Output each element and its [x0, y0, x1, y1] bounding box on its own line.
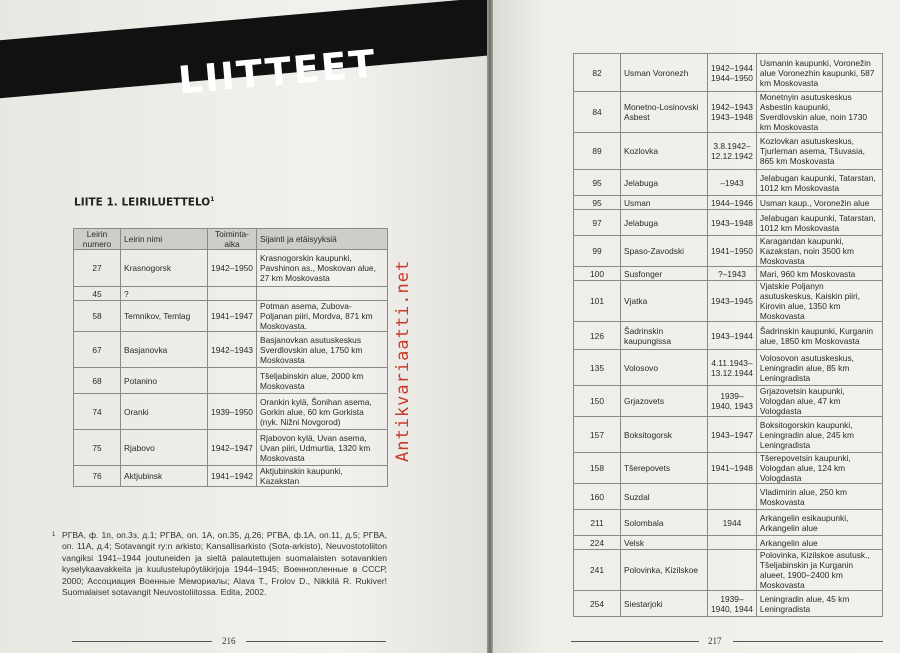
table-header-row — [74, 229, 388, 250]
table-row — [574, 322, 883, 350]
footer-rule-left — [72, 641, 212, 642]
camp-number: 84 — [574, 92, 621, 133]
camp-time: 1941–1948 — [708, 453, 757, 484]
footer-rule-right — [246, 641, 386, 642]
camp-name: Aktjubinsk — [121, 466, 208, 487]
camp-number: 58 — [74, 301, 121, 332]
table-row — [574, 386, 883, 417]
camp-name: Siestarjoki — [621, 591, 708, 617]
camp-number: 76 — [74, 466, 121, 487]
table-row — [74, 394, 388, 430]
camp-time: 1943–1945 — [708, 281, 757, 322]
camp-number: 160 — [574, 484, 621, 510]
camp-location: Krasnogorskin kaupunki, Pavshinon as., Moskovan alue, 27 km Moskovasta — [257, 250, 388, 287]
camp-time: 1941–1950 — [708, 236, 757, 267]
camp-name: Kozlovka — [621, 133, 708, 170]
table-row — [574, 196, 883, 210]
table-row — [74, 430, 388, 466]
camp-number: 89 — [574, 133, 621, 170]
camp-name: Jelabuga — [621, 210, 708, 236]
camp-time: 4.11.1943–13.12.1944 — [708, 350, 757, 386]
camp-location: Usmanin kaupunki, Voronežin alue Voronezhin kaupunki, 587 km Moskovasta — [756, 54, 882, 92]
footnote-mark: 1 — [52, 532, 56, 538]
camp-time: 1942–1944 1944–1950 — [708, 54, 757, 92]
watermark — [390, 232, 412, 462]
camp-time — [708, 536, 757, 550]
page-number-right: 217 — [708, 636, 722, 646]
table-row — [574, 92, 883, 133]
page-number-left: 216 — [222, 636, 236, 646]
camp-name: Potanino — [121, 368, 208, 394]
camp-name: Temnikov, Temlag — [121, 301, 208, 332]
camp-location: Arkangelin esikaupunki, Arkangelin alue — [756, 510, 882, 536]
camp-time: –1943 — [708, 170, 757, 196]
camp-name: Tšerepovets — [621, 453, 708, 484]
camp-location: Kozlovkan asutuskeskus, Tjurleman asema, Tšuvasia, 865 km Moskovasta — [756, 133, 882, 170]
table-row — [74, 287, 388, 301]
table-row — [574, 484, 883, 510]
camp-location: Basjanovkan asutuskeskus Sverdlovskin alue, 1750 km Moskovasta — [257, 332, 388, 368]
camp-table-left — [73, 228, 388, 487]
camp-location: Tšerepovetsin kaupunki, Vologdan alue, 124 km Vologdasta — [756, 453, 882, 484]
table-row — [574, 267, 883, 281]
camp-time — [208, 287, 257, 301]
header-operation-time: Toiminta-aika — [208, 229, 257, 250]
camp-location: Potman asema, Zubova-Poljanan piiri, Mordva, 871 km Moskovasta. — [257, 301, 388, 332]
camp-name: Suzdal — [621, 484, 708, 510]
camp-location: Arkangelin alue — [756, 536, 882, 550]
table-row — [574, 550, 883, 591]
camp-number: 157 — [574, 417, 621, 453]
camp-location: Aktjubinskin kaupunki, Kazakstan — [257, 466, 388, 487]
camp-time: 1943–1948 — [708, 210, 757, 236]
camp-number: 158 — [574, 453, 621, 484]
footer-rule-left — [571, 641, 699, 642]
camp-number: 241 — [574, 550, 621, 591]
camp-name: Volosovo — [621, 350, 708, 386]
camp-name: Grjazovets — [621, 386, 708, 417]
camp-name: Usman Voronezh — [621, 54, 708, 92]
camp-number: 135 — [574, 350, 621, 386]
table-row — [574, 417, 883, 453]
camp-name: Polovinka, Kizilskoe — [621, 550, 708, 591]
section-heading-footnote-mark: 1 — [210, 196, 215, 203]
footnote-text: РГВА, ф. 1п, оп.3з, д.1; РГВА, оп. 1А, оп.35, д.26; РГВА, ф.1А, оп.11, д.5; РГВА, оп. 11А, д.4; Sotavangit ry:n arkisto; Kansallisarkisto (Sota-arkisto), Neuvostotoliiton vangiksi 1941–1944 joutuneiden ja sieltä palautettujen suomalaisten sotavankien kyselykaavakkeita ja kuulustelupöytäkirjoja 1944–1945; Военнопленные в СССР, 2000; Ассоциация Военные Мемориалы; Alava T., Frolov D., Nikkilä R. Rukiver! Suomalaiset sotavangit Neuvostoliitossa. Edita, 2002. — [62, 530, 387, 598]
camp-location: Karagandan kaupunki, Kazakstan, noin 3500 km Moskovasta — [756, 236, 882, 267]
section-heading — [74, 196, 214, 209]
camp-number: 75 — [74, 430, 121, 466]
table-row — [574, 510, 883, 536]
header-camp-number: Leirin numero — [74, 229, 121, 250]
camp-location: Tšeljabinskin alue, 2000 km Moskovasta — [257, 368, 388, 394]
footnote — [52, 530, 387, 598]
camp-name: Solombala — [621, 510, 708, 536]
table-row — [574, 54, 883, 92]
camp-number: 67 — [74, 332, 121, 368]
camp-time: 1943–1947 — [708, 417, 757, 453]
camp-location — [257, 287, 388, 301]
camp-location: Leningradin alue, 45 km Leningradista — [756, 591, 882, 617]
table-row — [574, 170, 883, 196]
table-row — [574, 133, 883, 170]
camp-time: ?–1943 — [708, 267, 757, 281]
table-row — [74, 301, 388, 332]
camp-table-right — [573, 53, 883, 617]
table-row — [574, 350, 883, 386]
table-row — [574, 210, 883, 236]
camp-name: ? — [121, 287, 208, 301]
camp-number: 101 — [574, 281, 621, 322]
camp-location: Boksitogorskin kaupunki, Leningradin alue, 245 km Leningradista — [756, 417, 882, 453]
table-row — [574, 453, 883, 484]
header-camp-name: Leirin nimi — [121, 229, 208, 250]
camp-name: Usman — [621, 196, 708, 210]
camp-time: 1939–1950 — [208, 394, 257, 430]
camp-location: Vladimirin alue, 250 km Moskovasta — [756, 484, 882, 510]
camp-number: 224 — [574, 536, 621, 550]
camp-time — [708, 550, 757, 591]
camp-number: 150 — [574, 386, 621, 417]
camp-number: 27 — [74, 250, 121, 287]
camp-time: 1943–1944 — [708, 322, 757, 350]
table-row — [74, 466, 388, 487]
section-heading-text: LIITE 1. LEIRILUETTELO — [74, 196, 211, 209]
table-row — [74, 250, 388, 287]
header-location: Sijainti ja etäisyyksiä — [257, 229, 388, 250]
table-row — [574, 281, 883, 322]
camp-time: 1939–1940, 1944 — [708, 591, 757, 617]
camp-location: Orankin kylä, Šonihan asema, Gorkin alue, 60 km Gorkista (nyk. Nižni Novgorod) — [257, 394, 388, 430]
camp-number: 95 — [574, 196, 621, 210]
camp-location: Šadrinskin kaupunki, Kurganin alue, 1850 km Moskovasta — [756, 322, 882, 350]
camp-name: Spaso-Zavodski — [621, 236, 708, 267]
table-row — [574, 591, 883, 617]
camp-location: Vjatskie Poljanyn asutuskeskus, Kaiskin piiri, Kirovin alue, 1350 km Moskovasta — [756, 281, 882, 322]
table-row — [74, 368, 388, 394]
camp-number: 97 — [574, 210, 621, 236]
camp-number: 68 — [74, 368, 121, 394]
camp-time: 1944 — [708, 510, 757, 536]
camp-name: Oranki — [121, 394, 208, 430]
camp-location: Volosovon asutuskeskus, Leningradin alue, 85 km Leningradista — [756, 350, 882, 386]
camp-name: Jelabuga — [621, 170, 708, 196]
camp-location: Usman kaup., Voronežin alue — [756, 196, 882, 210]
camp-number: 211 — [574, 510, 621, 536]
camp-location: Rjabovon kylä, Uvan asema, Uvan piiri, Udmurtia, 1320 km Moskovasta — [257, 430, 388, 466]
camp-time: 1939–1940, 1943 — [708, 386, 757, 417]
camp-time: 1942–1950 — [208, 250, 257, 287]
camp-time — [708, 484, 757, 510]
camp-number: 45 — [74, 287, 121, 301]
camp-name: Krasnogorsk — [121, 250, 208, 287]
camp-location: Monetnyin asutuskeskus Asbestin kaupunki, Sverdlovskin alue, noin 1730 km Moskovasta — [756, 92, 882, 133]
camp-name: Basjanovka — [121, 332, 208, 368]
camp-time — [208, 368, 257, 394]
camp-location: Jelabugan kaupunki, Tatarstan, 1012 km Moskovasta — [756, 170, 882, 196]
camp-time: 3.8.1942–12.12.1942 — [708, 133, 757, 170]
camp-name: Susfonger — [621, 267, 708, 281]
camp-time: 1942–1943 — [208, 332, 257, 368]
table-row — [74, 332, 388, 368]
camp-number: 82 — [574, 54, 621, 92]
camp-name: Rjabovo — [121, 430, 208, 466]
chapter-title: LIITTEET — [176, 41, 379, 103]
camp-name: Monetno-Losinovski Asbest — [621, 92, 708, 133]
camp-name: Velsk — [621, 536, 708, 550]
camp-name: Vjatka — [621, 281, 708, 322]
table-row — [574, 236, 883, 267]
camp-number: 100 — [574, 267, 621, 281]
camp-time: 1942–1943 1943–1948 — [708, 92, 757, 133]
camp-number: 95 — [574, 170, 621, 196]
camp-location: Mari, 960 km Moskovasta — [756, 267, 882, 281]
table-row — [574, 536, 883, 550]
camp-location: Grjazovetsin kaupunki, Vologdan alue, 47 km Vologdasta — [756, 386, 882, 417]
camp-time: 1944–1946 — [708, 196, 757, 210]
camp-number: 99 — [574, 236, 621, 267]
camp-number: 126 — [574, 322, 621, 350]
watermark-text: Antikvariaatti.net — [393, 259, 413, 462]
camp-time: 1941–1947 — [208, 301, 257, 332]
camp-time: 1941–1942 — [208, 466, 257, 487]
camp-number: 74 — [74, 394, 121, 430]
camp-time: 1942–1947 — [208, 430, 257, 466]
camp-location: Polovinka, Kizilskoe asutusk., Tšeljabinskin ja Kurganin alueet, 1900–2400 km Moskovasta — [756, 550, 882, 591]
camp-number: 254 — [574, 591, 621, 617]
camp-name: Šadrinskin kaupungissa — [621, 322, 708, 350]
camp-name: Boksitogorsk — [621, 417, 708, 453]
camp-location: Jelabugan kaupunki, Tatarstan, 1012 km Moskovasta — [756, 210, 882, 236]
right-page — [493, 0, 900, 653]
footer-rule-right — [733, 641, 883, 642]
